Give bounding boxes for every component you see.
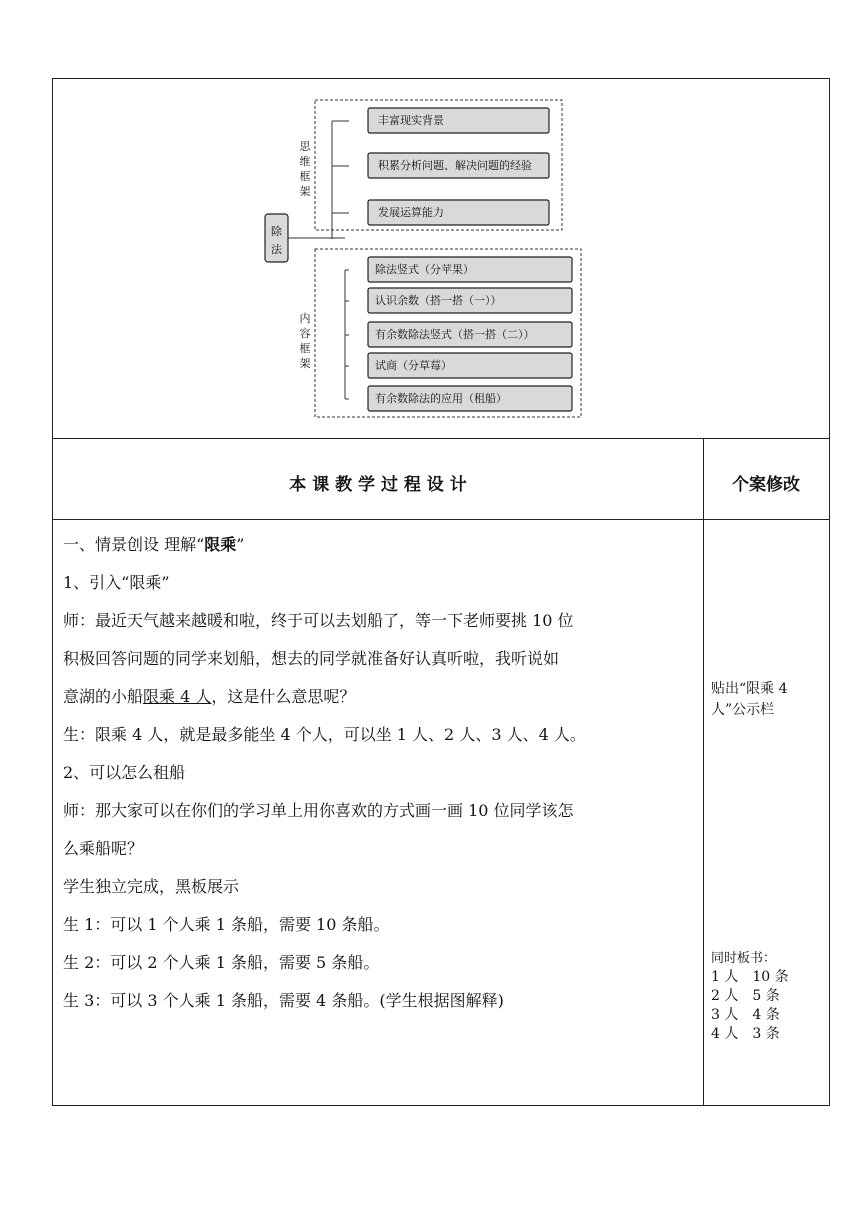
student-1-answer: 生 1：可以 1 个人乘 1 条船，需要 10 条船。 xyxy=(63,915,390,934)
header-main: 本 课 教 学 过 程 设 计 xyxy=(289,475,467,495)
header-side: 个案修改 xyxy=(732,475,800,495)
svg-text:容: 容 xyxy=(299,327,311,340)
lesson-body xyxy=(63,527,703,1021)
thinking-item-3: 发展运算能力 xyxy=(378,206,444,219)
thinking-item-1: 丰富现实背景 xyxy=(378,114,444,127)
activity-note: 学生独立完成，黑板展示 xyxy=(63,877,240,896)
student-answer: 生：限乘 4 人，就是最多能坐 4 个人，可以坐 1 人、2 人、3 人、4 人。 xyxy=(63,725,586,744)
root-node-char-1: 除 xyxy=(271,225,282,238)
teacher-line-1: 师：最近天气越来越暖和啦，终于可以去划船了，等一下老师要挑 10 位 xyxy=(63,611,574,630)
teacher-line-3: 意湖的小船限乘 4 人，这是什么意思呢？ xyxy=(63,687,356,706)
root-node-char-2: 法 xyxy=(271,243,282,256)
section-title: 一、情景创设 理解“限乘” xyxy=(63,535,245,554)
teacher-line-2: 积极回答问题的同学来划船，想去的同学就准备好认真听啦，我听说如 xyxy=(63,649,560,668)
side-note-blackboard: 同时板书： 1 人 10 条 2 人 5 条 3 人 4 条 4 人 3 条 xyxy=(711,951,789,1042)
teacher2-line-2: 么乘船呢？ xyxy=(63,839,144,858)
svg-text:思: 思 xyxy=(299,140,311,153)
connector-lines xyxy=(288,121,349,399)
svg-text:架: 架 xyxy=(299,357,311,370)
highlight-limit: 限乘 4 人 xyxy=(143,687,212,706)
content-item-4: 试商（分草莓） xyxy=(375,359,452,372)
svg-text:内: 内 xyxy=(299,312,311,325)
subsection-2: 2、可以怎么租船 xyxy=(63,763,186,782)
divider-top xyxy=(53,438,829,439)
thinking-label xyxy=(300,140,312,198)
content-item-1: 除法竖式（分苹果） xyxy=(375,263,474,276)
student-3-answer: 生 3：可以 3 个人乘 1 条船，需要 4 条船。(学生根据图解释) xyxy=(63,991,504,1010)
knowledge-framework-diagram xyxy=(53,79,829,439)
thinking-item-2: 积累分析问题、解决问题的经验 xyxy=(378,159,532,172)
divider-column xyxy=(703,439,704,1105)
student-2-answer: 生 2：可以 2 个人乘 1 条船，需要 5 条船。 xyxy=(63,953,380,972)
svg-text:框: 框 xyxy=(299,170,311,183)
svg-text:维: 维 xyxy=(299,155,311,168)
divider-header xyxy=(53,519,829,520)
svg-text:框: 框 xyxy=(299,342,311,355)
content-item-5: 有余数除法的应用（租船） xyxy=(375,392,507,405)
content-item-2: 认识余数（搭一搭（一）） xyxy=(375,294,502,307)
subsection-1: 1、引入“限乘” xyxy=(63,573,170,592)
content-item-3: 有余数除法竖式（搭一搭（二）） xyxy=(375,328,535,341)
content-label xyxy=(300,311,311,370)
teacher2-line-1: 师：那大家可以在你们的学习单上用你喜欢的方式画一画 10 位同学该怎 xyxy=(63,801,574,820)
lesson-plan-table xyxy=(52,78,830,1106)
side-note-board: 贴出“限乘 4 人”公示栏 xyxy=(711,681,788,718)
svg-text:架: 架 xyxy=(299,185,311,198)
